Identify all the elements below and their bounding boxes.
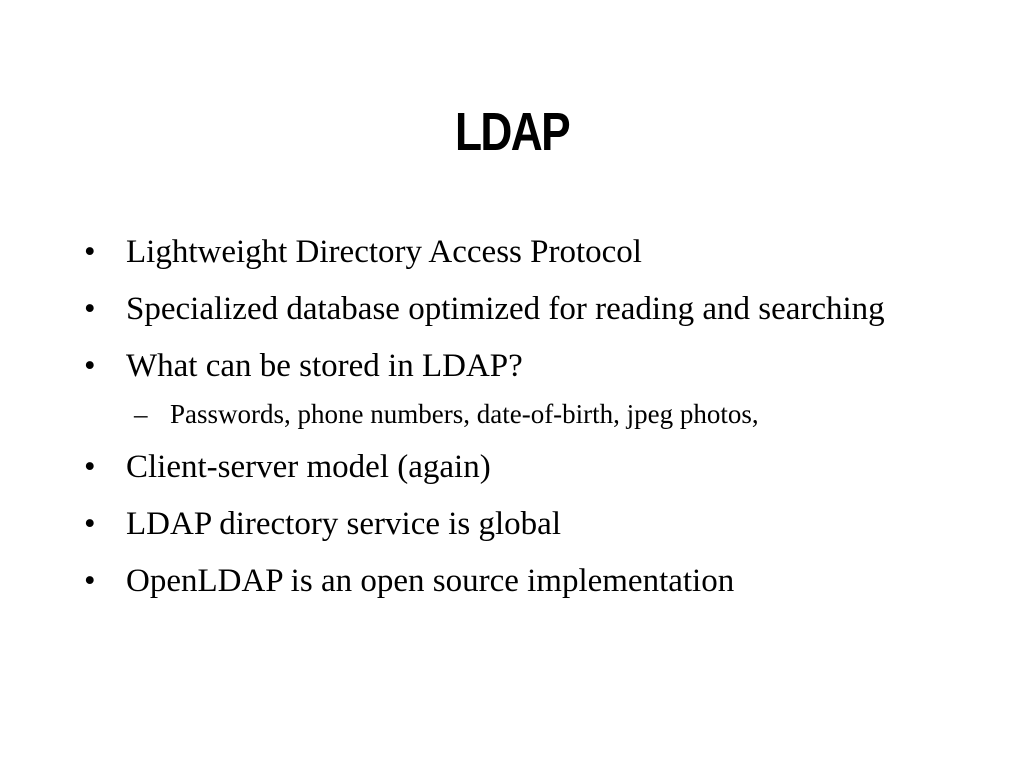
sub-bullet-marker: – (134, 399, 148, 429)
bullet-marker: • (84, 234, 96, 270)
sub-bullet-item (82, 395, 962, 433)
bullet-list (82, 228, 962, 614)
bullet-item (82, 557, 962, 605)
bullet-marker: • (84, 291, 96, 327)
bullet-text: Lightweight Directory Access Protocol (126, 234, 642, 270)
bullet-item (82, 228, 962, 276)
bullet-marker: • (84, 449, 96, 485)
bullet-item (82, 443, 962, 491)
bullet-item (82, 342, 962, 390)
sub-bullet-text: Passwords, phone numbers, date-of-birth, jpeg photos, (170, 399, 759, 429)
bullet-item (82, 285, 962, 333)
bullet-marker: • (84, 348, 96, 384)
bullet-marker: • (84, 506, 96, 542)
bullet-text: Client-server model (again) (126, 449, 491, 485)
bullet-text: OpenLDAP is an open source implementation (126, 563, 735, 599)
slide-title: LDAP (455, 102, 569, 162)
bullet-text: What can be stored in LDAP? (126, 348, 523, 384)
bullet-item (82, 500, 962, 548)
bullet-text: Specialized database optimized for reading and searching (126, 291, 885, 327)
bullet-marker: • (84, 563, 96, 599)
bullet-text: LDAP directory service is global (126, 506, 561, 542)
